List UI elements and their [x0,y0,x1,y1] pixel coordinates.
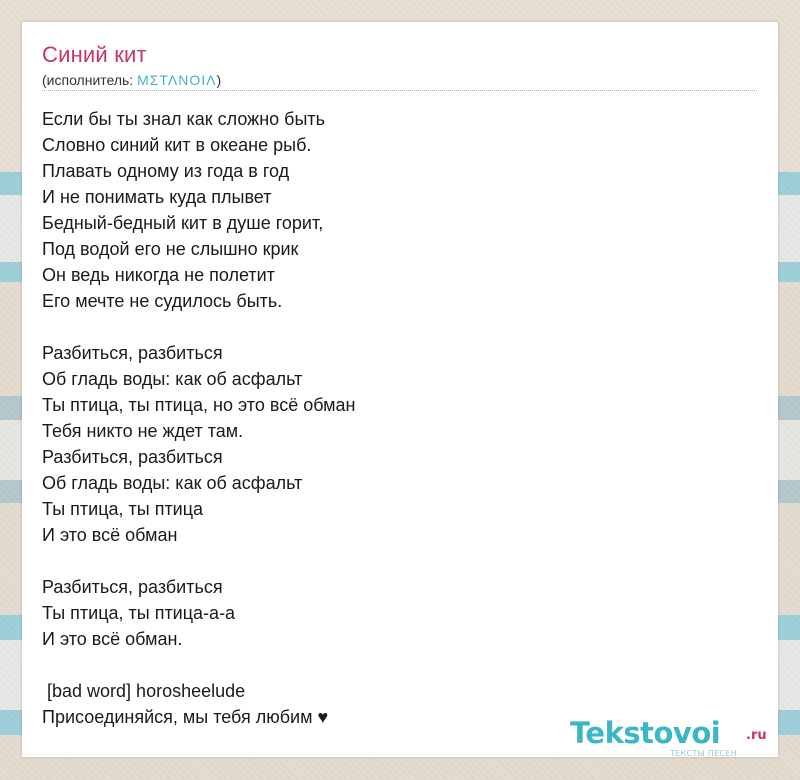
stanza-gap [42,652,757,678]
song-title: Синий кит [42,42,147,67]
performer-prefix: (исполнитель: [42,72,138,88]
performer-link[interactable]: ΜΣΤΛΝΟΙΛ [137,72,217,88]
lyric-line: Словно синий кит в океане рыб. [42,135,312,155]
lyric-line: Плавать одному из года в год [42,161,290,181]
lyric-line: Тебя никто не ждет там. [42,421,244,441]
lyric-line: [bad word] horosheelude [42,681,246,701]
lyric-line: Его мечте не судилось быть. [42,291,283,311]
logo-domain: .ru [746,728,767,743]
logo-tagline: ТЕКСТЫ ПЕСЕН [670,749,738,758]
lyric-line: Ты птица, ты птица [42,499,204,519]
lyric-line: И это всё обман. [42,629,183,649]
lyrics-body [42,106,757,730]
lyric-line: Разбиться, разбиться [42,343,223,363]
stanza-gap [42,548,757,574]
lyric-line: Разбиться, разбиться [42,577,223,597]
performer-suffix: ) [216,72,222,88]
lyric-line: Ты птица, ты птица-а-а [42,603,236,623]
stanza-gap [42,314,757,340]
lyrics-card [22,22,778,757]
lyric-line: Об гладь воды: как об асфальт [42,369,303,389]
lyric-line: Он ведь никогда не полетит [42,265,275,285]
logo-name: Tekstovoi [570,716,721,750]
performer-line [42,72,757,91]
site-logo[interactable] [570,716,770,756]
lyric-line: Бедный-бедный кит в душе горит, [42,213,324,233]
lyric-line: Присоединяйся, мы тебя любим ♥ [42,707,329,727]
lyric-line: Если бы ты знал как сложно быть [42,109,326,129]
lyric-line: И не понимать куда плывет [42,187,272,207]
lyric-line: Разбиться, разбиться [42,447,223,467]
lyric-line: Об гладь воды: как об асфальт [42,473,303,493]
lyric-line: Под водой его не слышно крик [42,239,299,259]
lyric-line: Ты птица, ты птица, но это всё обман [42,395,356,415]
lyric-line: И это всё обман [42,525,178,545]
